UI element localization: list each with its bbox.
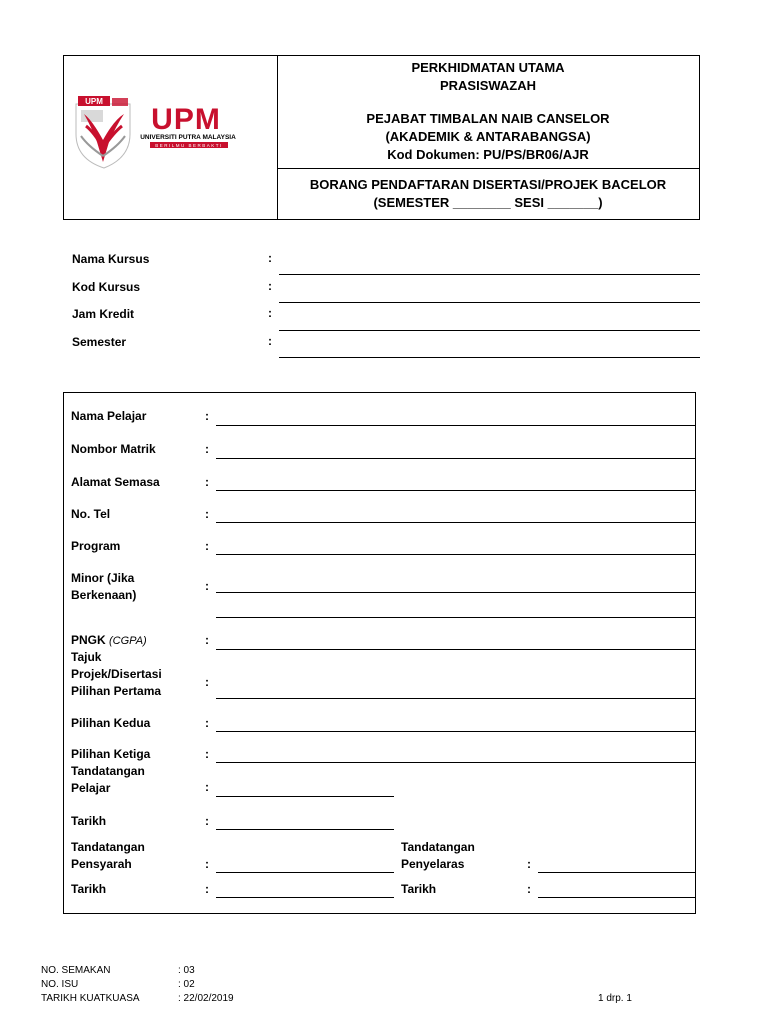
logo-badge-text: UPM (85, 97, 103, 106)
label-jam-kredit: Jam Kredit (72, 307, 135, 321)
page-number: 1 drp. 1 (598, 993, 632, 1004)
pilihan-pertama-field[interactable] (216, 698, 695, 699)
no-tel-field[interactable] (216, 522, 695, 523)
header-line-3: PEJABAT TIMBALAN NAIB CANSELOR (366, 111, 610, 126)
footer-tarikh-value: : 22/02/2019 (178, 993, 234, 1004)
colon: : (205, 633, 209, 647)
kod-kursus-field[interactable] (279, 302, 700, 303)
header-divider (277, 168, 699, 169)
colon: : (205, 539, 209, 553)
label-alamat-semasa: Alamat Semasa (71, 475, 160, 489)
label-nombor-matrik: Nombor Matrik (71, 442, 156, 456)
label-kod-kursus: Kod Kursus (72, 280, 141, 294)
label-tajuk-1: Tajuk (71, 650, 102, 664)
tandatangan-pensyarah-field[interactable] (216, 872, 394, 873)
minor-field[interactable] (216, 592, 695, 593)
label-tandatangan-pensyarah-2: Pensyarah (71, 857, 132, 871)
pngk-field[interactable] (216, 649, 695, 650)
colon: : (205, 716, 209, 730)
colon: : (527, 857, 531, 871)
tarikh-pelajar-field[interactable] (216, 829, 394, 830)
colon: : (268, 251, 272, 265)
label-nama-pelajar: Nama Pelajar (71, 409, 147, 423)
program-field[interactable] (216, 554, 695, 555)
label-tandatangan-pelajar-2: Pelajar (71, 781, 111, 795)
label-nama-kursus: Nama Kursus (72, 252, 150, 266)
form-semester-session: (SEMESTER ________ SESI _______) (373, 195, 603, 210)
label-tandatangan-penyelaras-2: Penyelaras (401, 857, 465, 871)
colon: : (205, 814, 209, 828)
minor-field-line-2[interactable] (216, 617, 695, 618)
label-program: Program (71, 539, 121, 553)
label-tajuk-3: Pilihan Pertama (71, 684, 162, 698)
label-tarikh-penyelaras: Tarikh (401, 882, 437, 896)
nombor-matrik-field[interactable] (216, 458, 695, 459)
colon: : (205, 882, 209, 896)
alamat-semasa-field[interactable] (216, 490, 695, 491)
header-line-4: (AKADEMIK & ANTARABANGSA) (385, 129, 591, 144)
label-minor-1: Minor (Jika (71, 571, 135, 585)
colon: : (205, 475, 209, 489)
logo-university-name: UNIVERSITI PUTRA MALAYSIA (140, 134, 236, 141)
colon: : (205, 780, 209, 794)
logo-motto: BERILMU BERBAKTI (155, 143, 223, 148)
header-line-5: Kod Dokumen: PU/PS/BR06/AJR (387, 147, 589, 162)
colon: : (205, 579, 209, 593)
colon: : (205, 442, 209, 456)
label-tarikh-pensyarah: Tarikh (71, 882, 107, 896)
label-tandatangan-penyelaras-1: Tandatangan (401, 840, 475, 854)
tandatangan-penyelaras-field[interactable] (538, 872, 695, 873)
colon: : (205, 857, 209, 871)
label-pilihan-kedua: Pilihan Kedua (71, 716, 151, 730)
colon: : (268, 334, 272, 348)
colon: : (268, 306, 272, 320)
label-tarikh-pelajar: Tarikh (71, 814, 107, 828)
tarikh-penyelaras-field[interactable] (538, 897, 695, 898)
label-minor-2: Berkenaan) (71, 588, 137, 602)
pilihan-ketiga-field[interactable] (216, 762, 695, 763)
label-tandatangan-pelajar-1: Tandatangan (71, 764, 145, 778)
colon: : (205, 409, 209, 423)
pilihan-kedua-field[interactable] (216, 731, 695, 732)
document-header (63, 55, 700, 220)
colon: : (205, 507, 209, 521)
footer-semakan-value: : 03 (178, 965, 195, 976)
label-pilihan-ketiga: Pilihan Ketiga (71, 747, 151, 761)
footer-isu-value: : 02 (178, 979, 195, 990)
label-semester: Semester (72, 335, 127, 349)
colon: : (527, 882, 531, 896)
logo-wordmark: UPM (151, 103, 221, 136)
label-pngk-text: PNGK (71, 633, 106, 647)
colon: : (268, 279, 272, 293)
header-line-1: PERKHIDMATAN UTAMA (411, 60, 565, 75)
label-no-tel: No. Tel (71, 507, 111, 521)
upm-crest-icon (64, 56, 277, 219)
tarikh-pensyarah-field[interactable] (216, 897, 394, 898)
upm-logo (64, 56, 278, 219)
footer-semakan-label: NO. SEMAKAN (41, 965, 111, 976)
student-details-box (63, 392, 696, 914)
colon: : (205, 747, 209, 761)
footer-isu-label: NO. ISU (41, 979, 79, 990)
semester-field[interactable] (279, 357, 700, 358)
nama-kursus-field[interactable] (279, 274, 700, 275)
footer-tarikh-label: TARIKH KUATKUASA (41, 993, 140, 1004)
jam-kredit-field[interactable] (279, 330, 700, 331)
tandatangan-pelajar-field[interactable] (216, 796, 394, 797)
nama-pelajar-field[interactable] (216, 425, 695, 426)
label-cgpa: (CGPA) (109, 635, 147, 647)
form-title: BORANG PENDAFTARAN DISERTASI/PROJEK BACELOR (309, 177, 667, 192)
header-line-2: PRASISWAZAH (439, 78, 537, 93)
colon: : (205, 675, 209, 689)
label-pngk (71, 632, 147, 650)
label-tajuk-2: Projek/Disertasi (71, 667, 162, 681)
label-tandatangan-pensyarah-1: Tandatangan (71, 840, 145, 854)
